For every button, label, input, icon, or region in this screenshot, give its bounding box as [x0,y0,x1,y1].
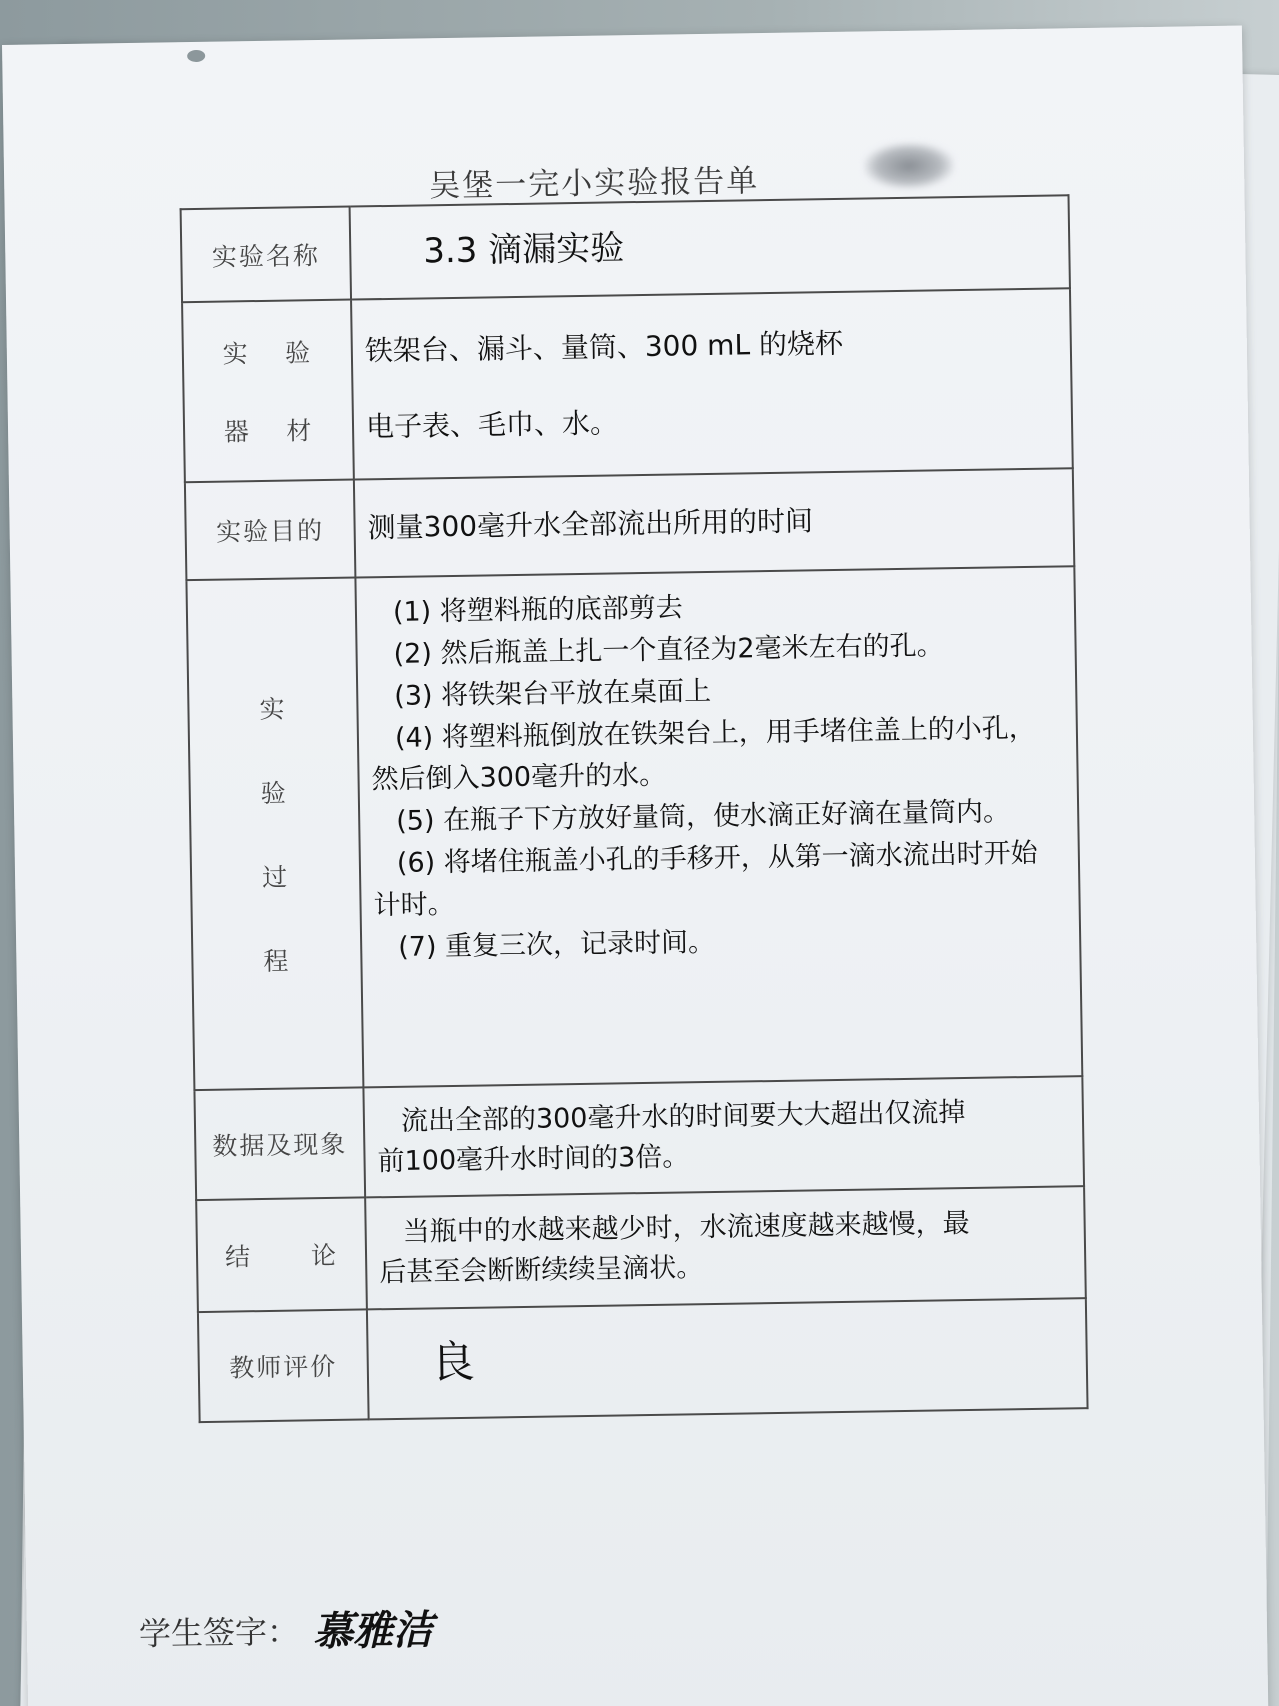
process-step: 然后倒入300毫升的水。 [371,760,667,796]
row-data [194,1076,1084,1200]
label-char: 论 [310,1240,339,1271]
label-char: 程 [263,946,291,977]
label-data: 数据及现象 [194,1087,365,1200]
process-step: (3) 将铁架台平放在桌面上 [394,675,712,712]
signature-label: 学生签字： [138,1612,300,1653]
cell-equipment [351,288,1073,479]
signature-name: 慕雅洁 [312,1607,434,1656]
row-evaluation [198,1298,1088,1422]
label-char: 验 [260,778,289,809]
process-step: (1) 将塑料瓶的底部剪去 [392,592,683,628]
conclusion-line: 后甚至会断断续续呈滴状。 [379,1252,704,1289]
cell-evaluation [367,1298,1088,1419]
label-evaluation: 教师评价 [198,1309,369,1422]
report-table [180,194,1089,1423]
label-purpose: 实验目的 [185,480,356,581]
label-char: 实 [222,339,250,369]
label-experiment-name: 实验名称 [181,207,351,303]
process-step: (7) 重复三次，记录时间。 [397,926,716,963]
row-equipment [182,288,1073,482]
process-step: (4) 将塑料瓶倒放在铁架台上，用手堵住盖上的小孔， [394,712,1036,754]
purpose-value: 测量300毫升水全部流出所用的时间 [367,504,814,545]
process-step: (2) 然后瓶盖上扎一个直径为2毫米左右的孔。 [393,630,944,670]
evaluation-value: 良 [430,1336,476,1389]
label-char: 过 [261,862,290,893]
row-process [186,566,1082,1090]
label-conclusion [196,1197,367,1312]
data-line: 流出全部的300毫升水的时间要大大超出仅流掉 [400,1096,966,1137]
process-step: (6) 将堵住瓶盖小孔的手移开，从第一滴水流出时开始 [396,837,1038,879]
data-line: 前100毫升水时间的3倍。 [377,1141,690,1178]
document-title: 吴堡一完小实验报告单 [428,163,760,205]
binder-hole [187,50,205,62]
label-char: 验 [284,338,313,368]
process-step: 计时。 [373,888,455,922]
process-step: (5) 在瓶子下方放好量筒，使水滴正好滴在量筒内。 [396,796,1011,838]
conclusion-line: 当瓶中的水越来越少时，水流速度越来越慢，最 [402,1207,970,1248]
label-process [186,578,363,1091]
experiment-name-value: 3.3 滴漏实验 [422,228,625,272]
report-sheet [2,26,1269,1706]
row-experiment-name [181,195,1070,302]
equipment-line: 铁架台、漏斗、量筒、300 mL 的烧杯 [364,326,844,368]
label-equipment [182,300,354,483]
cell-experiment-name [350,195,1070,299]
label-char: 材 [286,416,314,446]
cell-data [363,1076,1084,1197]
cell-purpose [354,468,1074,577]
cell-process [355,566,1082,1087]
label-char: 实 [259,694,287,725]
cell-conclusion [365,1186,1086,1309]
label-char: 结 [224,1242,253,1272]
row-purpose [185,468,1074,580]
equipment-line: 电子表、毛巾、水。 [365,406,619,444]
student-signature [138,1598,433,1660]
row-conclusion [196,1186,1086,1312]
label-char: 器 [223,417,252,447]
